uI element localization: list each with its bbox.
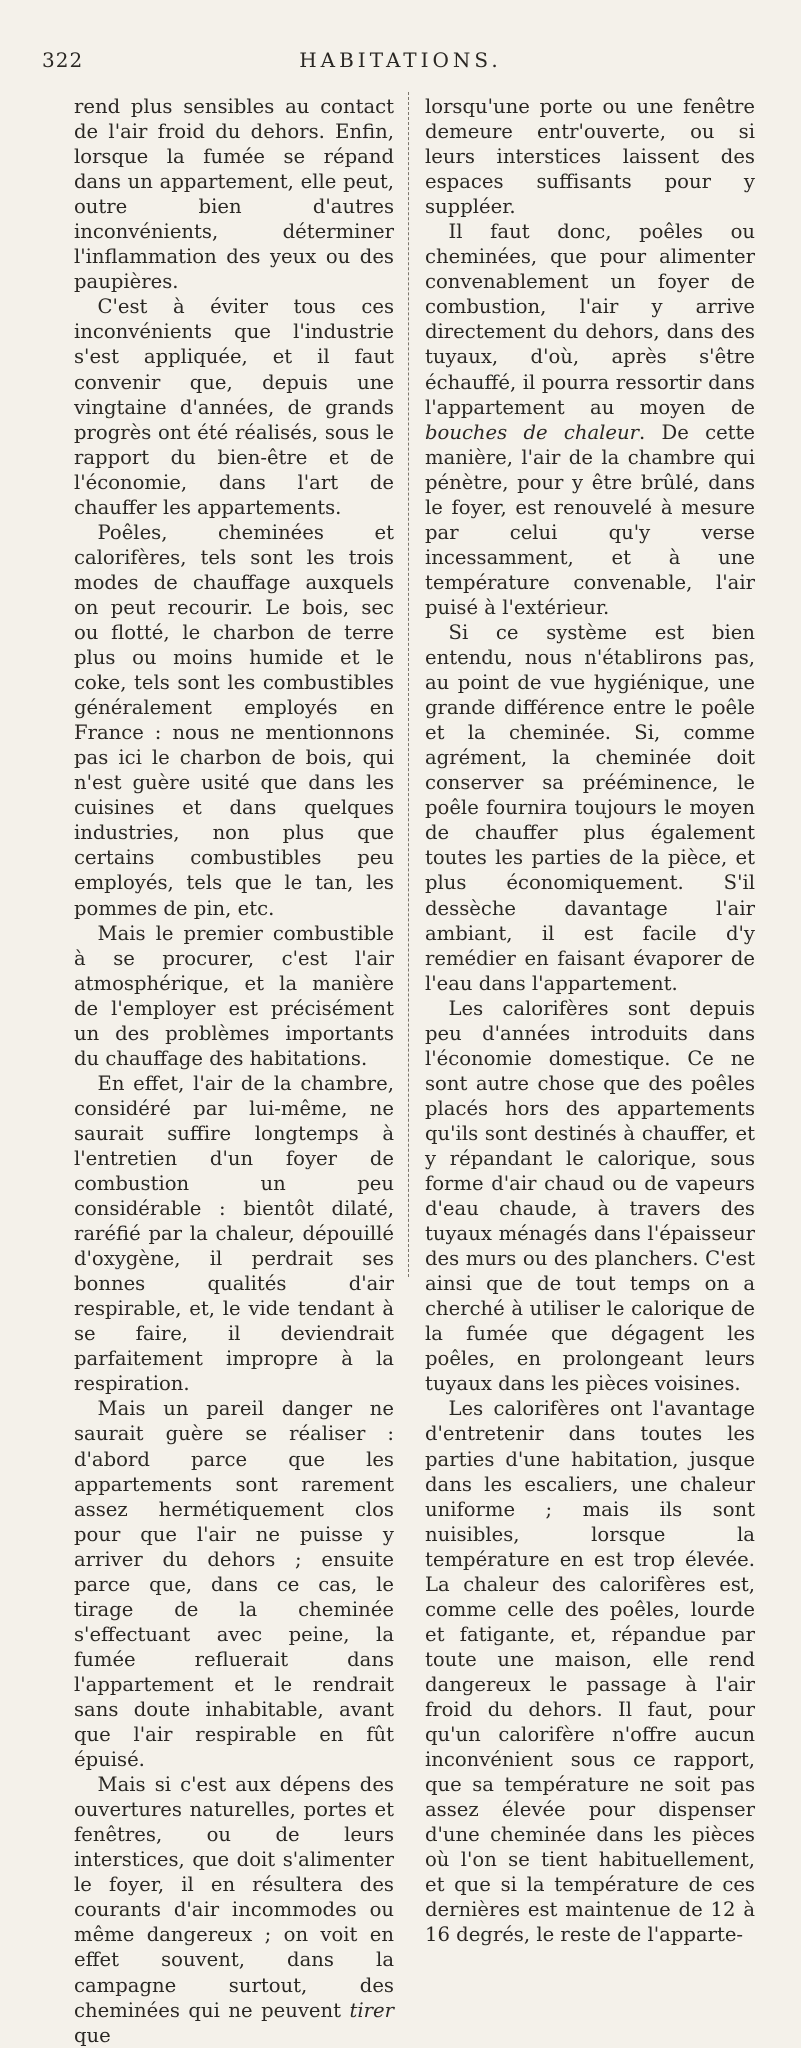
paragraph: [425, 219, 755, 620]
paragraph: Mais le premier combustible à se procurer, c'est l'air atmosphérique, et la manière de l'employer est précisément un des problèmes importants du chauffage des habitations.: [74, 921, 394, 1070]
left-column: [74, 94, 394, 2048]
paragraph-text: Il faut donc, poêles ou cheminées, que pour alimenter convenablement un foyer de combustion, l'air y arrive directement du dehors, dans des tuyaux, d'où, après s'être échauffé, il pourra ressortir dans l'appartement au moyen de: [425, 220, 755, 419]
paragraph-last: [74, 1772, 394, 2048]
paragraph: C'est à éviter tous ces inconvénients que l'industrie s'est appliquée, et il faut convenir que, depuis une vingtaine d'années, de grands progrès ont été réalisés, sous le rapport du bien-être et de l'économie, dans l'art de chauffer les appartements.: [74, 295, 394, 519]
paragraph: Les calorifères sont depuis peu d'années introduits dans l'économie domestique. Ce ne sont autre chose que des poêles placés hors des appartements qu'ils sont destinés à chauffer, et y répandant le calorique, sous forme d'air chaud ou de vapeurs d'eau chaude, à travers des tuyaux ménagés dans l'épaisseur des murs ou des planchers. C'est ainsi que de tout temps on a cherché à utiliser le calorique de la fumée que dégagent les poêles, en prolongeant leurs tuyaux dans les pièces voisines.: [425, 996, 755, 1396]
paragraph: Les calorifères ont l'avantage d'entretenir dans toutes les parties d'une habitation, jusque dans les escaliers, une chaleur uniforme ; mais ils sont nuisibles, lorsque la température en est trop élevée. La chaleur des calorifères est, comme celle des poêles, lourde et fatigante, et, répandue par toute une maison, elle rend dangereux le passage à l'air froid du dehors. Il faut, pour qu'un calorifère n'offre aucun inconvénient sous ce rapport, que sa température ne soit pas assez élevée pour dispenser d'une cheminée dans les pièces où l'on se tient habituellement, et que si la température de ces dernières est maintenue de 12 à 16 degrés, le reste de l'apparte-: [425, 1397, 755, 1947]
paragraph: Poêles, cheminées et calorifères, tels sont les trois modes de chauffage auxquels on peut recourir. Le bois, sec ou flotté, le charbon de terre plus ou moins humide et le coke, tels sont les combustibles généralement employés en France : nous ne mentionnons pas ici le charbon de bois, qui n'est guère usité que dans les cuisines et dans quelques industries, non plus que certains combustibles peu employés, tels que le tan, les pommes de pin, etc.: [74, 520, 394, 920]
paragraph-tail: que: [74, 2023, 111, 2047]
paragraph: Mais un pareil danger ne saurait guère se réaliser : d'abord parce que les appartements sont rarement assez hermétiquement clos pour que l'air ne puisse y arriver du dehors ; ensuite parce que, dans ce cas, le tirage de la cheminée s'effectuant avec peine, la fumée refluerait dans l'appartement et le rendrait sans doute inhabitable, avant que l'air respirable en fût épuisé.: [74, 1397, 394, 1772]
right-column: [425, 94, 755, 1947]
page-number: 322: [42, 48, 84, 72]
italic-term: tirer: [349, 1998, 394, 2022]
paragraph: lorsqu'une porte ou une fenêtre demeure entr'ouverte, ou si leurs interstices laissent des espaces suffisants pour y suppléer.: [425, 95, 755, 219]
running-title: HABITATIONS.: [299, 48, 502, 72]
page-header: [0, 48, 801, 78]
paragraph: Si ce système est bien entendu, nous n'établirons pas, au point de vue hygiénique, une grande différence entre le poêle et la cheminée. Si, comme agrément, la cheminée doit conserver sa prééminence, le poêle fournira toujours le moyen de chauffer plus également toutes les parties de la pièce, et plus économiquement. S'il dessèche davantage l'air ambiant, il est facile d'y remédier en faisant évaporer de l'eau dans l'appartement.: [425, 620, 755, 995]
paragraph-text: . De cette manière, l'air de la chambre qui pénètre, pour y être brûlé, dans le foyer, est renouvelé à mesure par celui qu'y verse incessamment, et à une température convenable, l'air puisé à l'extérieur.: [425, 420, 756, 619]
column-divider: [408, 92, 409, 1277]
paragraph-text: Mais si c'est aux dépens des ouvertures naturelles, portes et fenêtres, ou de leurs interstices, que doit s'alimenter le foyer, il en résultera des courants d'air incommodes ou même dangereux ; on voit en effet souvent, dans la campagne surtout, des cheminées qui ne peuvent: [74, 1773, 394, 2022]
paragraph: En effet, l'air de la chambre, considéré par lui-même, ne saurait suffire longtemps à l'entretien d'un foyer de combustion un peu considérable : bientôt dilaté, raréfié par la chaleur, dépouillé d'oxygène, il perdrait ses bonnes qualités d'air respirable, et, le vide tendant à se faire, il deviendrait parfaitement impropre à la respiration.: [74, 1071, 394, 1396]
italic-term: bouches de chaleur: [425, 420, 640, 444]
paragraph: rend plus sensibles au contact de l'air froid du dehors. Enfin, lorsque la fumée se répand dans un appartement, elle peut, outre bien d'autres inconvénients, déterminer l'inflammation des yeux ou des paupières.: [74, 95, 394, 294]
